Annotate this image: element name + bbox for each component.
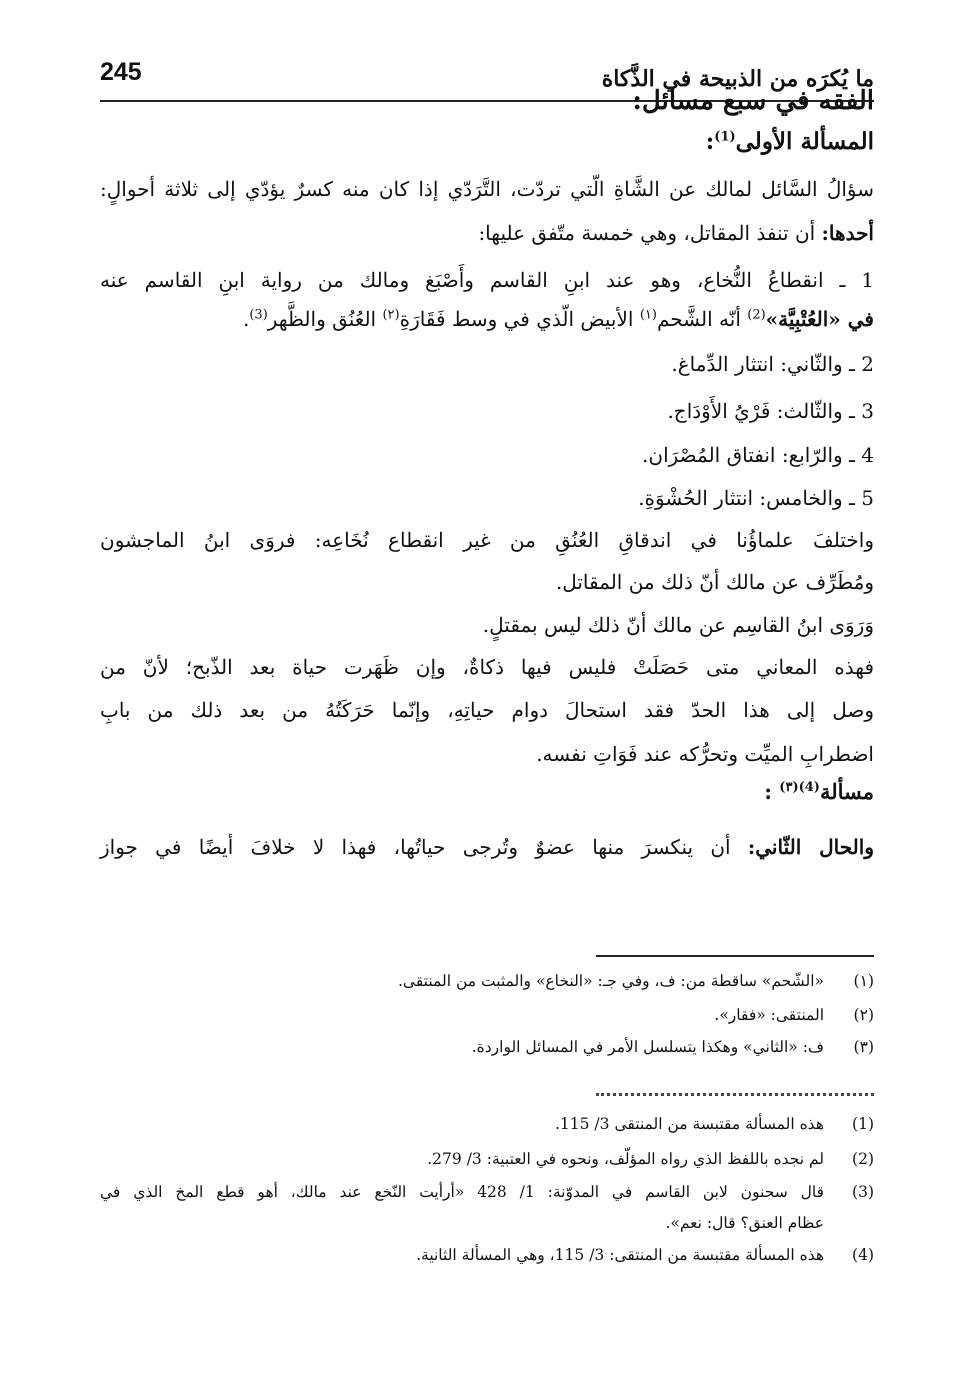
footnote-text: المنتقى: «فقار». — [714, 1006, 824, 1024]
footnote-text: «الشّحم» ساقطة من: ف، وفي جـ: «النخاع» والمثبت من المنتقى. — [397, 972, 824, 990]
footnote-text: ف: «الثاني» وهكذا يتسلسل الأمر في المسائل الواردة. — [471, 1038, 824, 1056]
paragraph-line: ومُطَرِّف عن مالك أنّ ذلك من المقاتل. — [555, 570, 874, 594]
footnote-separator — [596, 955, 874, 957]
line-text: العُنُق والظَّهر — [267, 307, 377, 331]
footnote-number: (1) — [852, 1115, 874, 1133]
editor-notes-separator — [596, 1093, 874, 1096]
issue-2-title: مسألة — [819, 779, 874, 804]
paragraph-line — [243, 307, 874, 331]
issue-1-colon: : — [705, 128, 715, 155]
footnote-text: هذه المسألة مقتبسة من المنتقى: 3/ 115، وهي المسألة الثانية. — [416, 1246, 824, 1264]
footnote-number: (٢) — [853, 1006, 874, 1024]
paragraph-line: واختلفَ علماؤُنا في اندقاقِ العُنُقِ من غير انقطاع نُخَاعِه: فروَى ابنُ الماجشون — [100, 528, 874, 552]
issue-2-colon: : — [764, 779, 772, 804]
list-item: 2 ـ والثّاني: انتثار الدِّماغ. — [671, 352, 874, 376]
page-number: 245 — [100, 58, 142, 86]
footnote-ref: (١) — [639, 307, 657, 323]
footnote-ref: (2) — [747, 307, 766, 323]
list-item: 3 ـ والثّالث: فَرْيُ الأَوْدَاج. — [667, 399, 874, 423]
list-item: 4 ـ والرّابع: انفتاق المُصْرَان. — [642, 443, 874, 467]
footnote-text: لم نجده باللفظ الذي رواه المؤلّف، ونحوه في العتبية: 3/ 279. — [427, 1150, 824, 1168]
issue-2-refs: (4)(٣) — [779, 780, 820, 795]
footnote-number: (٣) — [853, 1038, 874, 1056]
list-item: 5 ـ والخامس: انتثار الحُشْوَةِ. — [638, 486, 874, 510]
footnote-number: (4) — [852, 1246, 874, 1264]
line-text: أنّه الشَّحم — [656, 307, 741, 331]
paragraph-line: اضطرابِ الميِّت وتحرُّكه عند فَوَاتِ نفسه. — [536, 742, 874, 766]
paragraph-line — [100, 835, 874, 859]
book-title: في «العُتْبِيَّة» — [765, 307, 874, 331]
line-end: . — [242, 307, 250, 331]
lead-word: أحدها: — [821, 221, 874, 245]
footnote-number: (١) — [853, 972, 874, 990]
line-text: الأبيض الّذي في وسط فَقَارَةِ — [399, 307, 634, 331]
section-heading: الفقه في سبع مسائل: — [632, 86, 874, 116]
issue-1-heading — [706, 128, 874, 155]
footnote-ref: (٢) — [382, 307, 400, 323]
list-item: 1 ـ انقطاعُ النُّخاع، وهو عند ابنِ القاسم وأَصْبَغ ومالك من رواية ابنِ القاسم عنه — [100, 268, 874, 292]
footnote-ref: (3) — [249, 307, 268, 323]
footnote-text: قال سحنون لابن القاسم في المدوّنة: 1/ 428 «أرأيت النّخع عند مالك، أهو قطع المخ الذي في — [100, 1183, 825, 1201]
issue-1-ref: (1) — [714, 129, 736, 145]
paragraph-line: وَرَوَى ابنُ القاسِم عن مالك أنّ ذلك ليس بمقتلٍ. — [482, 613, 874, 637]
paragraph-line — [478, 221, 874, 245]
footnote-number: (2) — [852, 1150, 874, 1168]
paragraph-line: فهذه المعاني متى حَصَلَتْ فليس فيها ذكاةٌ، وإن ظَهَرت حياة بعد الذّبح؛ لأنّ من — [100, 655, 874, 679]
line-text: أن ينكسرَ منها عضوٌ وتُرجى حياتُها، فهذا لا خلافَ أيضًا في جواز — [100, 835, 731, 859]
running-title: ما يُكرَه من الذبيحة في الذَّكاة — [601, 66, 874, 92]
footnote-text: عظام العنق؟ قال: نعم». — [665, 1214, 824, 1232]
paragraph-line: وصل إلى هذا الحدّ فقد استحالَ دوام حياتِهِ، وإنّما حَرَكَتُهُ من بعد ذلك من بابِ — [100, 698, 874, 722]
footnote-number: (3) — [852, 1183, 874, 1201]
paragraph-line: سؤالُ السَّائل لمالك عن الشَّاةِ الّتي تردّت، التَّرَدّي إذا كان منه كسرٌ يؤدّي إلى ثلاثة أحوالٍ: — [100, 177, 874, 201]
line-text: أن تنفذ المقاتل، وهي خمسة متّفق عليها: — [478, 221, 816, 245]
issue-1-title: المسألة الأولى — [735, 128, 874, 155]
issue-2-heading — [764, 779, 874, 804]
lead-word: والحال الثّاني: — [747, 835, 874, 859]
footnote-text: هذه المسألة مقتبسة من المنتقى 3/ 115. — [554, 1115, 824, 1133]
